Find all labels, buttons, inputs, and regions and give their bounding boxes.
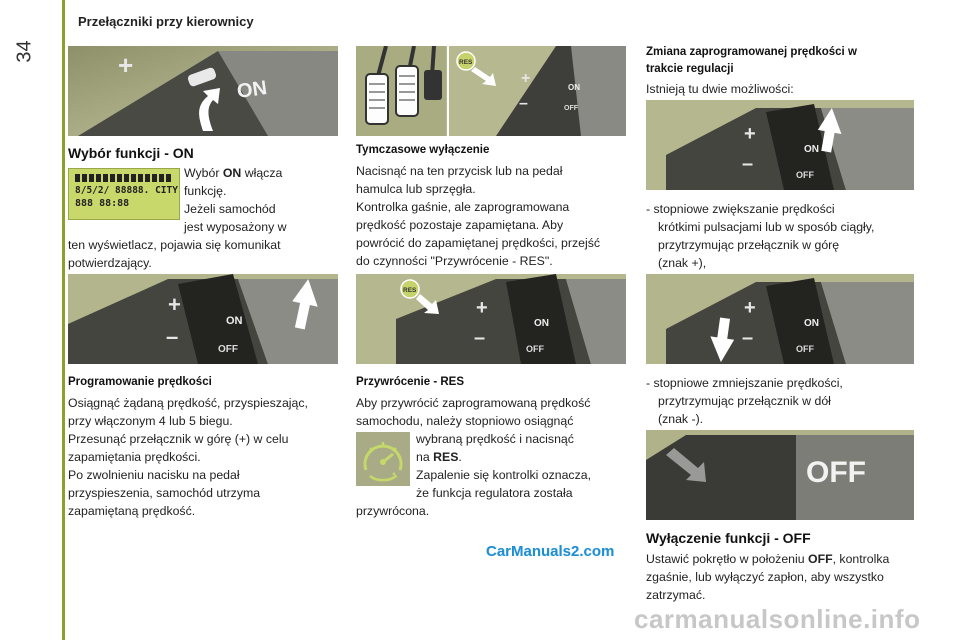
svg-text:+: + <box>168 292 181 317</box>
svg-text:–: – <box>519 95 528 112</box>
page-header: Przełączniki przy kierownicy <box>78 14 254 29</box>
res-side-text: wybraną prędkość i nacisnąć na RES. Zapalenie się kontrolki oznacza, że funkcja regulatora została <box>416 432 591 500</box>
cruise-control-icon <box>356 432 410 486</box>
cruise-indicator-box <box>356 432 410 486</box>
svg-text:OFF: OFF <box>796 344 814 354</box>
on-text: Wybór ON włącza funkcję. Jeżeli samochód jest wyposażony w <box>184 166 287 234</box>
photo-pedals-res <box>356 46 626 136</box>
change-intro: Istnieją tu dwie możliwości: <box>646 82 794 96</box>
svg-text:OFF: OFF <box>526 344 544 354</box>
page-number: 34 <box>13 40 36 63</box>
svg-text:–: – <box>166 324 179 349</box>
photo-res-switch <box>356 274 626 364</box>
photo-off-switch <box>646 430 914 520</box>
svg-text:–: – <box>474 327 486 349</box>
svg-text:ON: ON <box>804 144 819 155</box>
off-text: Ustawić pokrętło w położeniu OFF, kontrolka zgaśnie, lub wyłączyć zapłon, aby wszystko zatrzymać. <box>646 552 890 602</box>
res-text: Aby przywrócić zaprogramowaną prędkość samochodu, należy stopniowo osiągnąć <box>356 396 591 428</box>
svg-text:ON: ON <box>534 318 549 329</box>
on-text-wrap: ten wyświetlacz, pojawia się komunikat potwierdzający. <box>68 238 281 270</box>
decrease-text: - stopniowe zmniejszanie prędkości, przytrzymując przełącznik w dół (znak -). <box>646 376 843 426</box>
display-top-bar <box>75 174 173 182</box>
photo-increase-switch <box>646 100 914 190</box>
svg-text:ON: ON <box>226 315 243 327</box>
svg-text:OFF: OFF <box>796 170 814 180</box>
svg-text:ON: ON <box>568 83 580 92</box>
prog-text: Osiągnąć żądaną prędkość, przyspieszając, przy włączonym 4 lub 5 biegu. Przesunąć przełącznik w górę (+) w celu zapamiętania prędkości. Po zwolnieniu nacisku na pedał przyspieszenia, samochód utrzyma zapamiętaną prędkość. <box>68 396 308 518</box>
watermark-carmanuals2[interactable]: CarManuals2.com <box>486 543 615 560</box>
svg-text:–: – <box>742 153 754 175</box>
svg-text:RES: RES <box>403 287 417 294</box>
svg-text:RES: RES <box>459 59 473 66</box>
svg-text:OFF: OFF <box>218 344 238 355</box>
photo-decrease-switch <box>646 274 914 364</box>
on-title: Wybór funkcji - ON <box>68 145 194 161</box>
svg-text:+: + <box>521 70 531 87</box>
temp-text: Nacisnąć na ten przycisk lub na pedał hamulca lub sprzęgła. Kontrolka gaśnie, ale zaprogramowana prędkość pozostaje zapamiętana. Aby powrócić do zapamiętanej prędkości, przejść do czynności "Przywrócenie - RES". <box>356 164 601 268</box>
prog-title: Programowanie prędkości <box>68 376 212 388</box>
res-last-line: przywrócona. <box>356 504 430 518</box>
display-panel <box>68 168 180 220</box>
svg-text:+: + <box>476 297 488 319</box>
display-row-2: 888 88:88 <box>75 198 130 209</box>
sidebar-accent-line <box>62 0 65 640</box>
svg-text:+: + <box>744 297 756 319</box>
photo-on-switch <box>68 46 338 136</box>
svg-text:OFF: OFF <box>564 105 578 112</box>
svg-text:OFF: OFF <box>806 456 866 489</box>
res-title: Przywrócenie - RES <box>356 376 465 388</box>
svg-text:–: – <box>742 327 754 349</box>
svg-text:+: + <box>744 123 756 145</box>
increase-text: - stopniowe zwiększanie prędkości krótkimi pulsacjami lub w sposób ciągły, przytrzymując przełącznik w górę (znak +), <box>646 202 875 270</box>
photo-plus-switch <box>68 274 338 364</box>
off-title: Wyłączenie funkcji - OFF <box>646 530 811 546</box>
on-label: ON <box>235 76 269 103</box>
change-title: Zmiana zaprogramowanej prędkości w trakcie regulacji <box>646 46 857 75</box>
watermark-carmanualsonline[interactable]: carmanualsonline.info <box>634 604 921 634</box>
display-row-1: 8/5/2/ 88888. CITY <box>75 185 178 196</box>
svg-text:ON: ON <box>804 318 819 329</box>
plus-label: + <box>118 50 134 80</box>
temp-title: Tymczasowe wyłączenie <box>356 144 490 156</box>
